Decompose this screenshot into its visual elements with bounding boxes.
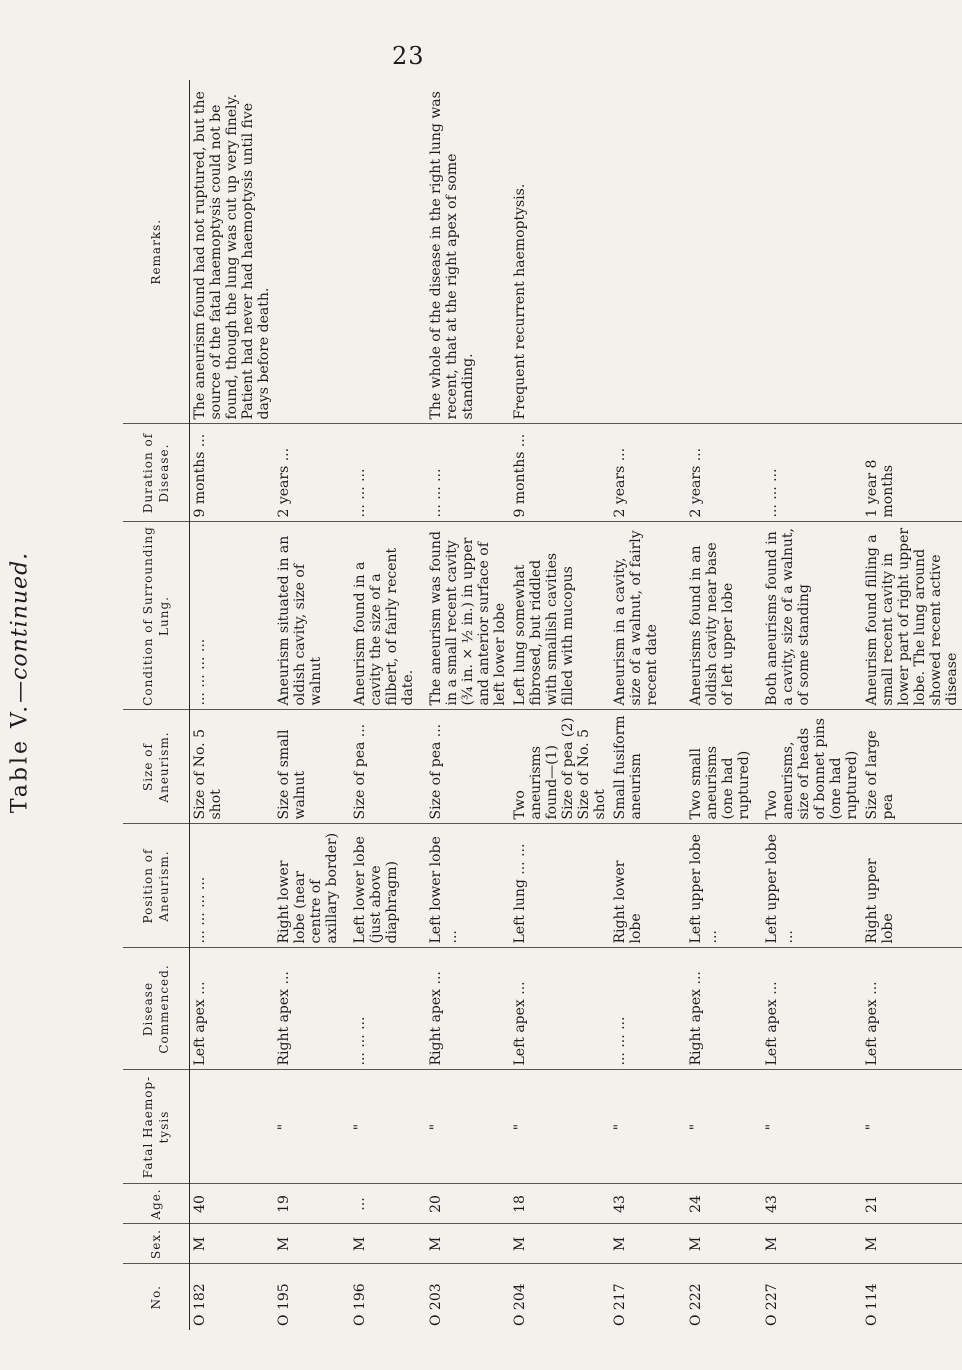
- cell-remarks: The aneurism found had not ruptured, but the source of the fatal haemoptysis could not be found, though the lung was cut up very finely. Patient had never had haemoptysis until five days before death.: [192, 91, 272, 420]
- cell-position: Left lower lobe ...: [426, 824, 510, 948]
- header-row: [123, 80, 190, 1330]
- cell-position: Right upper lobe: [862, 824, 962, 948]
- cell-age: 43: [762, 1184, 862, 1224]
- cell-sex: M: [274, 1224, 350, 1264]
- cell-fatal: ": [762, 1070, 862, 1184]
- cell-fatal: ": [610, 1070, 686, 1184]
- cell-size: Size of No. 5 shot: [190, 710, 275, 824]
- cell-disease-commenced: Left apex ...: [510, 948, 610, 1070]
- cell-no: O 227: [762, 1264, 862, 1330]
- cell-fatal: ": [862, 1070, 962, 1184]
- cell-condition: Left lung somewhat fibrosed, but riddled with smallish cavities filled with mucopus: [510, 522, 610, 710]
- cell-condition: ... ... ... ...: [190, 522, 275, 710]
- cell-age: 19: [274, 1184, 350, 1224]
- cell-position: Left lower lobe (just above diaphragm): [350, 824, 426, 948]
- cell-duration: ... ... ...: [350, 424, 426, 522]
- cell-position: Right lower lobe (near centre of axillary border): [274, 824, 350, 948]
- cell-condition: Aneurism in a cavity, size of a walnut, of fairly recent date: [610, 522, 686, 710]
- cell-fatal: [190, 1070, 275, 1184]
- cell-duration: 9 months ...: [510, 424, 610, 522]
- table-row: [686, 80, 762, 1330]
- cell-condition: Aneurisms found in an oldish cavity near base of left upper lobe: [686, 522, 762, 710]
- cell-size: Size of pea ...: [426, 710, 510, 824]
- cell-fatal: ": [426, 1070, 510, 1184]
- table-wrapper: [123, 80, 960, 1330]
- cell-position: Right lower lobe: [610, 824, 686, 948]
- cell-age: 20: [426, 1184, 510, 1224]
- cell-remarks: [610, 80, 686, 424]
- cell-condition: Both aneurisms found in a cavity, size of a walnut, of some standing: [762, 522, 862, 710]
- cell-remarks: [762, 80, 862, 424]
- header-age: Age.: [123, 1184, 190, 1224]
- cell-fatal: ": [510, 1070, 610, 1184]
- cell-condition: The aneurism was found in a small recent cavity (¾ in. × ½ in.) in upper and anterior surface of left lower lobe: [426, 522, 510, 710]
- cell-size: Two aneurisms found—(1) Size of pea (2) Size of No. 5 shot: [510, 710, 610, 824]
- cell-size: Size of pea ...: [350, 710, 426, 824]
- cell-remarks: [274, 80, 350, 424]
- cell-sex: M: [686, 1224, 762, 1264]
- header-size: Size of Aneurism.: [123, 710, 190, 824]
- cell-sex: M: [190, 1224, 275, 1264]
- cell-size: Size of small walnut: [274, 710, 350, 824]
- header-condition: Condition of Surrounding Lung.: [123, 522, 190, 710]
- cell-sex: M: [610, 1224, 686, 1264]
- cell-remarks: [686, 80, 762, 424]
- cell-remarks: [862, 80, 962, 424]
- table-row: [762, 80, 862, 1330]
- cell-duration: ... ... ...: [762, 424, 862, 522]
- header-position: Position of Aneurism.: [123, 824, 190, 948]
- table-row: [510, 80, 610, 1330]
- cell-no: O 217: [610, 1264, 686, 1330]
- cell-size: Small fusiform aneurism: [610, 710, 686, 824]
- cell-age: 40: [190, 1184, 275, 1224]
- table-row: [862, 80, 962, 1330]
- cell-remarks: The whole of the disease in the right lung was recent, that at the right apex of some standing.: [428, 91, 476, 420]
- cell-duration: 2 years ...: [610, 424, 686, 522]
- page-number: 23: [392, 42, 425, 70]
- table-title-suffix: —continued.: [7, 551, 33, 703]
- table-row: [426, 80, 510, 1330]
- table-row: [350, 80, 426, 1330]
- cell-disease-commenced: Left apex ...: [862, 948, 962, 1070]
- cell-no: O 204: [510, 1264, 610, 1330]
- cell-size: Size of large pea: [862, 710, 962, 824]
- cell-sex: M: [862, 1224, 962, 1264]
- cell-duration: 9 months ...: [190, 424, 275, 522]
- cell-disease-commenced: Right apex ...: [274, 948, 350, 1070]
- cell-disease-commenced: Right apex ...: [686, 948, 762, 1070]
- cell-condition: Aneurism situated in an oldish cavity, size of walnut: [274, 522, 350, 710]
- cell-no: O 196: [350, 1264, 426, 1330]
- table-row: [610, 80, 686, 1330]
- cell-sex: M: [426, 1224, 510, 1264]
- aneurism-table: [123, 80, 962, 1330]
- cell-no: O 203: [426, 1264, 510, 1330]
- cell-age: 43: [610, 1184, 686, 1224]
- cell-disease-commenced: ... ... ...: [350, 948, 426, 1070]
- header-duration: Duration of Disease.: [123, 424, 190, 522]
- cell-disease-commenced: Left apex ...: [190, 948, 275, 1070]
- header-remarks: Remarks.: [123, 80, 190, 424]
- cell-fatal: ": [686, 1070, 762, 1184]
- header-fatal: Fatal Haemop-tysis: [123, 1070, 190, 1184]
- table-row: [190, 80, 275, 1330]
- cell-no: O 182: [190, 1264, 275, 1330]
- table-title-prefix: Table V.: [7, 702, 33, 814]
- cell-size: Two small aneurisms (one had ruptured): [686, 710, 762, 824]
- cell-sex: M: [510, 1224, 610, 1264]
- cell-no: O 114: [862, 1264, 962, 1330]
- cell-age: 24: [686, 1184, 762, 1224]
- cell-condition: Aneurism found in a cavity the size of a filbert, of fairly recent date.: [350, 522, 426, 710]
- cell-duration: ... ... ...: [426, 424, 510, 522]
- cell-age: 21: [862, 1184, 962, 1224]
- cell-disease-commenced: Left apex ...: [762, 948, 862, 1070]
- cell-duration: 2 years ...: [686, 424, 762, 522]
- cell-fatal: ": [350, 1070, 426, 1184]
- cell-remarks: [350, 80, 426, 424]
- cell-no: O 222: [686, 1264, 762, 1330]
- cell-age: 18: [510, 1184, 610, 1224]
- cell-disease-commenced: ... ... ...: [610, 948, 686, 1070]
- header-sex: Sex.: [123, 1224, 190, 1264]
- cell-sex: M: [762, 1224, 862, 1264]
- cell-position: Left upper lobe ...: [762, 824, 862, 948]
- cell-position: ... ... ... ...: [190, 824, 275, 948]
- cell-no: O 195: [274, 1264, 350, 1330]
- cell-size: Two aneurisms, size of heads of bonnet pins (one had ruptured): [762, 710, 862, 824]
- table-title: [8, 33, 33, 1333]
- cell-duration: 1 year 8 months: [862, 424, 962, 522]
- cell-age: ...: [350, 1184, 426, 1224]
- cell-position: Left lung ... ...: [510, 824, 610, 948]
- cell-disease-commenced: Right apex ...: [426, 948, 510, 1070]
- rotated-table-region: [123, 80, 960, 1330]
- header-disease-commenced: Disease Commenced.: [123, 948, 190, 1070]
- header-no: No.: [123, 1264, 190, 1330]
- cell-position: Left upper lobe ...: [686, 824, 762, 948]
- cell-fatal: ": [274, 1070, 350, 1184]
- cell-duration: 2 years ...: [274, 424, 350, 522]
- cell-remarks: Frequent recurrent haemoptysis.: [512, 183, 528, 420]
- cell-sex: M: [350, 1224, 426, 1264]
- cell-condition: Aneurism found filling a small recent cavity in lower part of right upper lobe. The lung around showed recent active disease: [862, 522, 962, 710]
- table-row: [274, 80, 350, 1330]
